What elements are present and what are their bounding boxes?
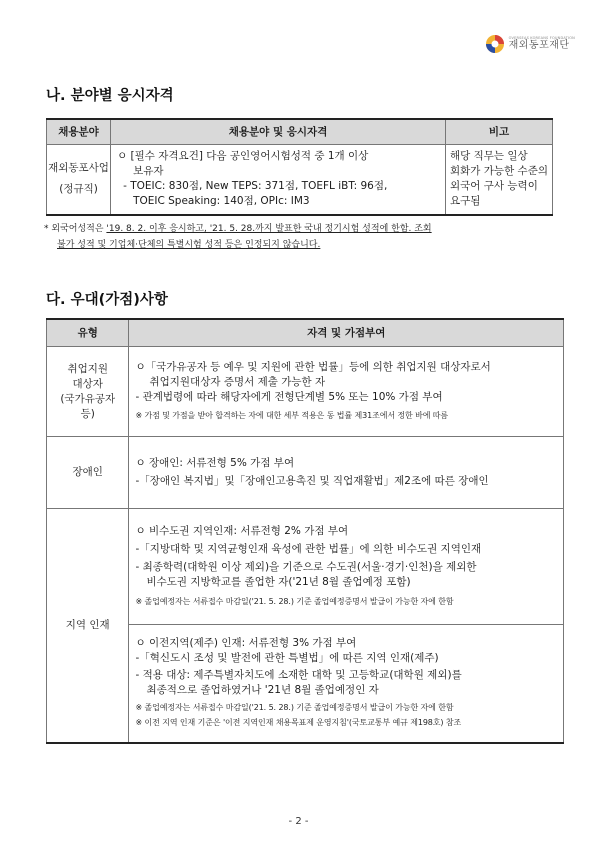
- page-number: - 2 -: [288, 816, 309, 827]
- content-line: - 관계법령에 따라 해당자에게 전형단계별 5% 또는 10% 가점 부여: [135, 391, 443, 403]
- qual-line-2: 보유자: [133, 165, 164, 178]
- type-line: 장애인: [72, 466, 103, 478]
- field-cell: [47, 145, 111, 215]
- content-line: ㅇ「국가유공자 등 예우 및 지원에 관한 법률」등에 의한 취업지원 대상자로서: [135, 361, 491, 373]
- type-line: (국가유공자: [60, 392, 116, 405]
- type-line: 지역 인재: [65, 618, 110, 631]
- eligibility-table: [46, 118, 553, 216]
- qual-line-3: - TOEIC: 830점, New TEPS: 371점, TOEFL iBT: 96점,: [123, 180, 388, 193]
- content-line: 취업지원대상자 증명서 제출 가능한 자: [149, 376, 326, 388]
- preference-table: [46, 318, 564, 744]
- footnote-mark: *: [44, 224, 49, 234]
- content-note: ※ 가점 및 가점을 받아 합격하는 자에 대한 세부 적용은 동 법률 제31조에서 정한 바에 따름: [135, 411, 449, 420]
- points-cell-regional-jeju: [129, 625, 564, 743]
- content-line: 최종적으로 졸업하였거나 '21년 8월 졸업예정인 자: [146, 684, 379, 697]
- content-line: -「지방대학 및 지역균형인재 육성에 관한 법률」에 의한 비수도권 지역인재: [135, 543, 482, 555]
- remarks-line-4: 요구됨: [450, 195, 481, 208]
- type-cell-disabled: [47, 437, 129, 509]
- content-line: 비수도권 지방학교를 졸업한 자('21년 8월 졸업예정 포함): [146, 576, 411, 588]
- footnote-line-2: 불가 성적 및 기업체·단체의 특별시험 성적 등은 인정되지 않습니다.: [57, 240, 321, 250]
- content-line: ㅇ 장애인: 서류전형 5% 가점 부여: [135, 457, 295, 469]
- qualification-cell: [111, 145, 446, 215]
- content-line: - 최종학력(대학원 이상 제외)을 기준으로 수도권(서울·경기·인천)을 제외한: [135, 561, 477, 573]
- qual-line-4: TOEIC Speaking: 140점, OPIc: IM3: [133, 195, 310, 208]
- footnote-prefix: 외국어성적은: [51, 224, 107, 234]
- logo-name: 재외동포재단: [508, 40, 570, 52]
- type-line: 취업지원: [67, 362, 109, 375]
- col-header-points: 자격 및 가점부여: [129, 319, 564, 347]
- field-employment-type: (정규직): [59, 183, 98, 196]
- col-header-remarks: 비고: [446, 119, 553, 145]
- foundation-logo-icon: [485, 34, 505, 54]
- type-cell-employment-support: [47, 347, 129, 437]
- section-title-eligibility: 나. 분야별 응시자격: [46, 88, 174, 104]
- col-header-type: 유형: [47, 319, 129, 347]
- col-header-qualification: 채용분야 및 응시자격: [111, 119, 446, 145]
- content-note: ※ 졸업예정자는 서류접수 마감일('21. 5. 28.) 기준 졸업예정증명서 발급이 가능한 자에 한함: [135, 703, 454, 713]
- logo-subtext: OVERSEAS KOREANS FOUNDATION: [508, 35, 575, 40]
- remarks-line-3: 외국어 구사 능력이: [450, 180, 538, 193]
- content-line: - 적용 대상: 제주특별자치도에 소재한 대학 및 고등학교(대학원 제외)를: [135, 669, 462, 682]
- content-note: ※ 이전 지역 인재 기준은 '이전 지역인재 채용목표제 운영지침'(국토교통부 예규 제198호) 참조: [135, 718, 462, 728]
- footnote: [44, 221, 432, 253]
- content-line: -「혁신도시 조성 및 발전에 관한 특별법」에 따른 지역 인재(제주): [135, 652, 439, 665]
- content-line: ㅇ 비수도권 지역인재: 서류전형 2% 가점 부여: [135, 525, 349, 537]
- footnote-line-1: '19. 8. 2. 이후 응시하고, '21. 5. 28.까지 발표한 국내 정기시험 성적에 한함. 조회: [106, 224, 432, 234]
- field-name: 재외동포사업: [48, 162, 109, 175]
- logo: [485, 34, 575, 54]
- content-line: -「장애인 복지법」및「장애인고용촉진 및 직업재활법」제2조에 따른 장애인: [135, 475, 489, 487]
- col-header-field: 채용분야: [47, 119, 111, 145]
- content-line: ㅇ 이전지역(제주) 인재: 서류전형 3% 가점 부여: [135, 637, 357, 650]
- points-cell-regional-noncapital: [129, 509, 564, 625]
- points-cell-employment-support: [129, 347, 564, 437]
- qual-line-1: ㅇ [필수 자격요건] 다음 공인영어시험성적 중 1개 이상: [117, 150, 369, 163]
- remarks-line-1: 해당 직무는 일상: [450, 150, 528, 163]
- points-cell-disabled: [129, 437, 564, 509]
- section-title-preference: 다. 우대(가점)사항: [46, 292, 168, 308]
- content-note: ※ 졸업예정자는 서류접수 마감일('21. 5. 28.) 기준 졸업예정증명서 발급이 가능한 자에 한함: [135, 597, 454, 606]
- type-line: 등): [80, 407, 95, 420]
- type-cell-regional: [47, 509, 129, 743]
- type-line: 대상자: [72, 377, 103, 390]
- remarks-cell: [446, 145, 553, 215]
- remarks-line-2: 회화가 가능한 수준의: [450, 165, 548, 178]
